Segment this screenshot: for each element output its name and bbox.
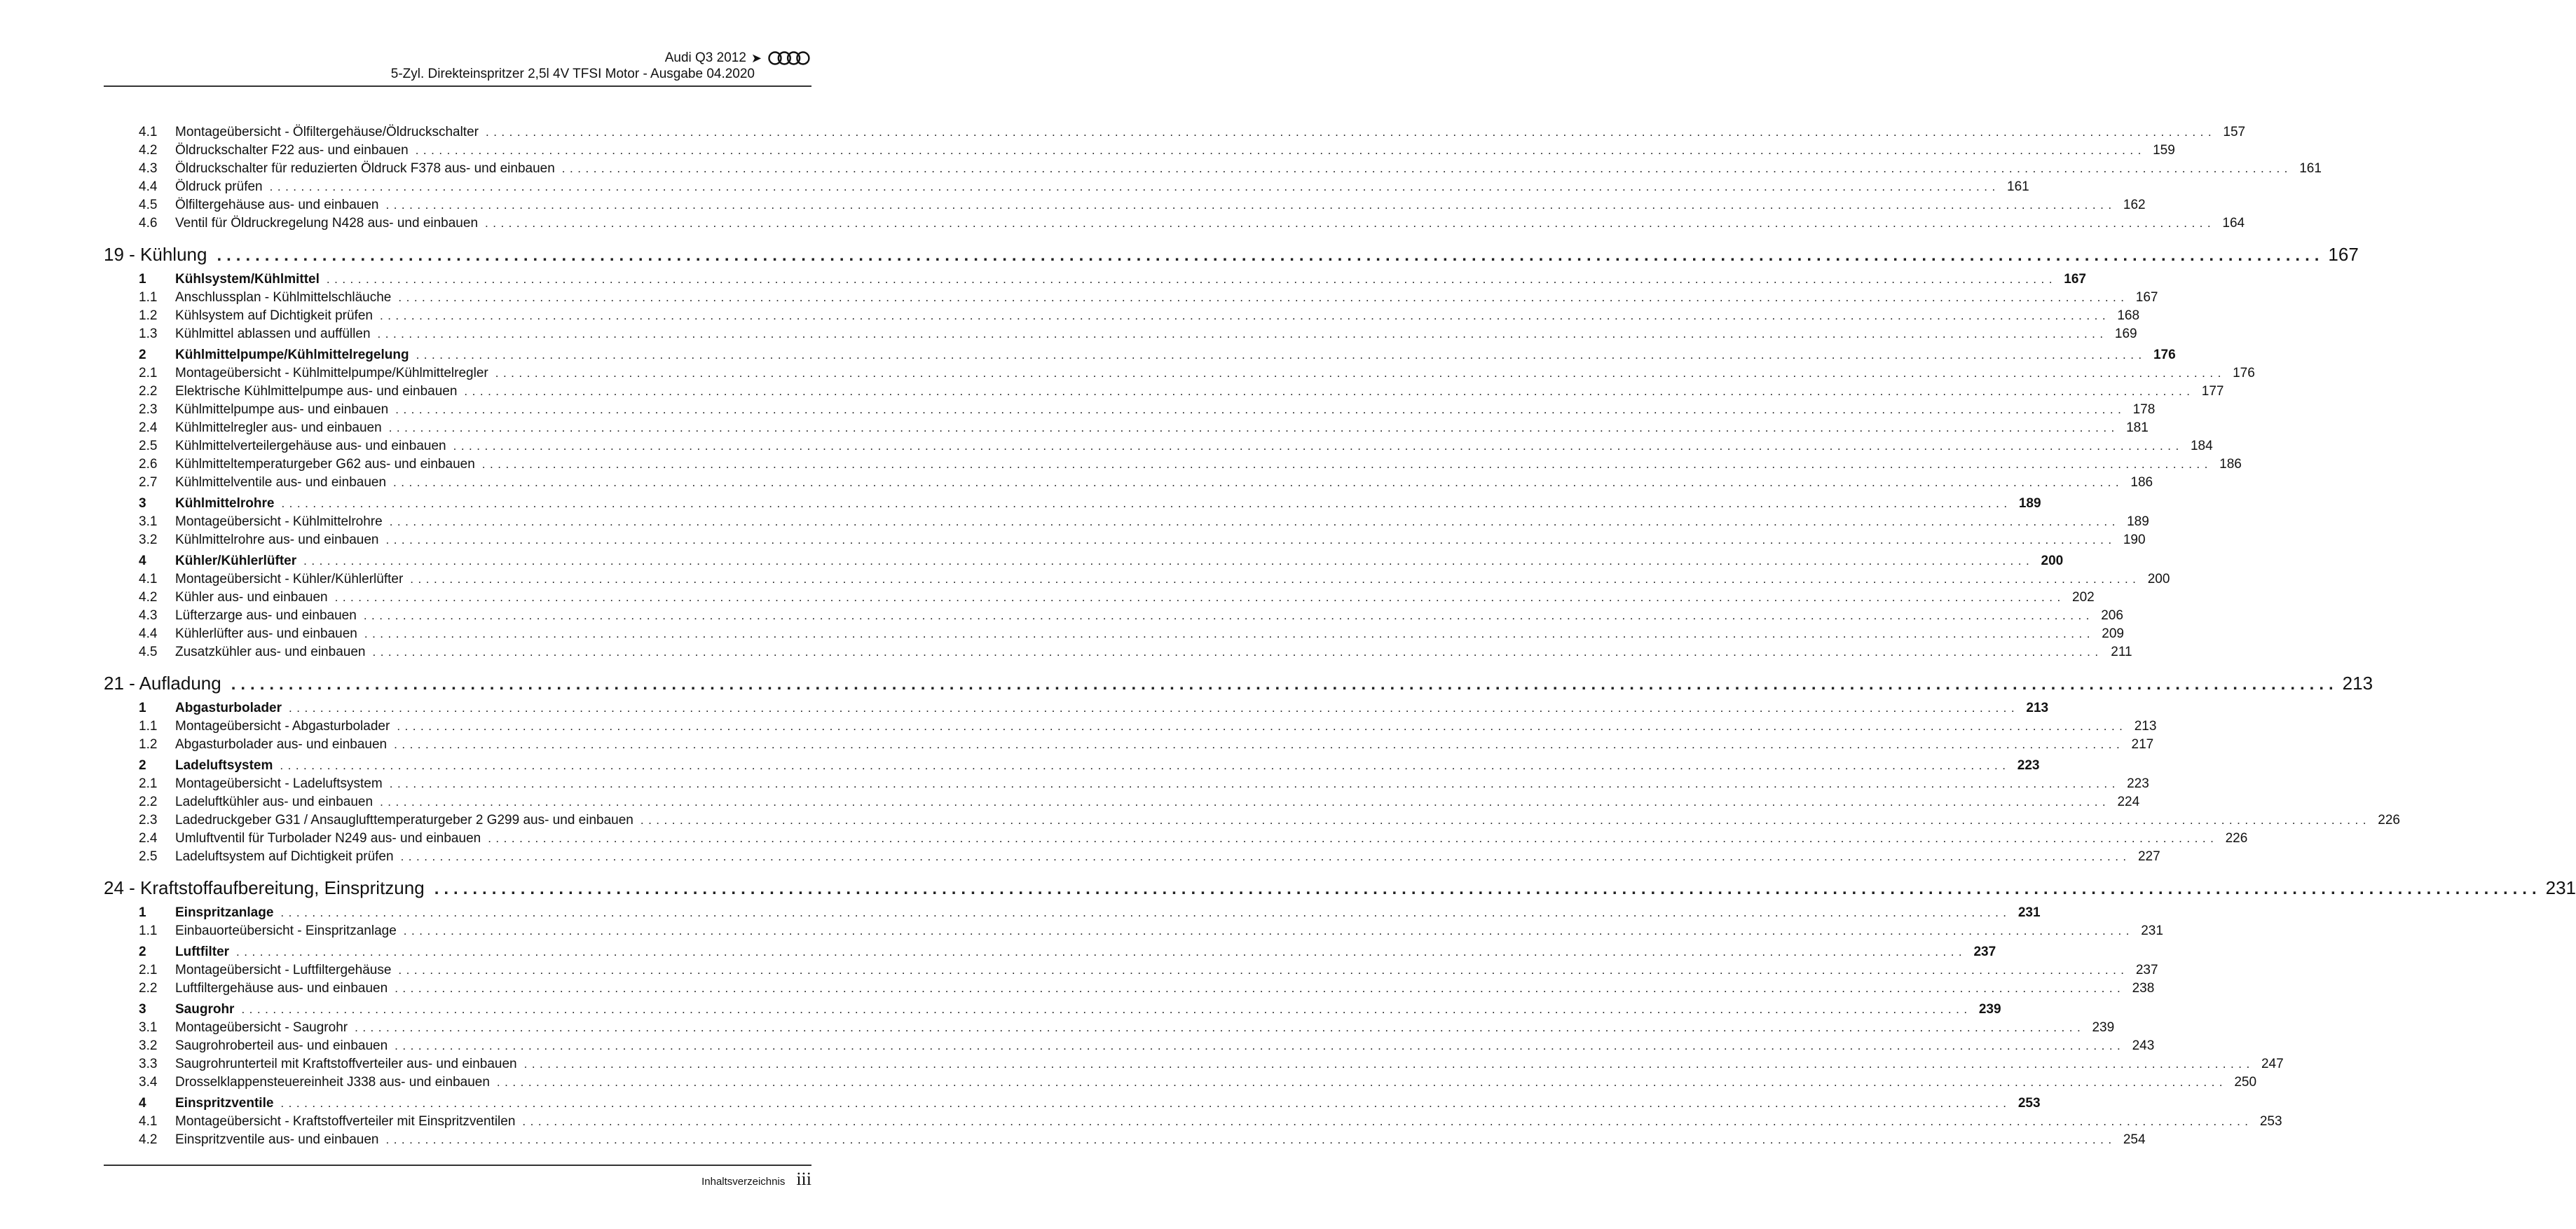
toc-entry-title: Montageübersicht - Kraftstoffverteiler mit Einspritzventilen [175, 1114, 516, 1129]
toc-entry-title: Kühler aus- und einbauen [175, 590, 328, 605]
dot-leader: ............................................................................................................................................................................................................................ [485, 217, 2216, 230]
dot-leader: ............................................................................................................................................................................................................................ [395, 982, 2125, 995]
toc-page-number: 237 [2135, 963, 2158, 977]
toc-item-row[interactable] [104, 160, 2322, 178]
toc-entry-number: 2.3 [139, 402, 158, 417]
toc-entry-number: 4.3 [139, 608, 158, 623]
toc-entry-number: 2 [139, 348, 146, 362]
toc-page-number: 224 [2117, 795, 2140, 809]
dot-leader: ............................................................................................................................................................................................................................ [398, 291, 2129, 304]
toc-entry-number: 4.5 [139, 645, 158, 659]
toc-entry-title: Kühlmittelrohre aus- und einbauen [175, 533, 379, 547]
audi-rings-icon [767, 50, 811, 66]
toc-item-row[interactable] [104, 1055, 2284, 1073]
toc-chapter-row[interactable] [104, 671, 2373, 696]
toc-entry-title: Anschlussplan - Kühlmittelschläuche [175, 290, 392, 305]
toc-entry-title: Ladedruckgeber G31 / Ansauglufttemperaturgeber 2 G299 aus- und einbauen [175, 813, 633, 828]
toc-item-row[interactable] [104, 455, 2242, 474]
dot-leader: ............................................................................................................................................................................................................................ [364, 627, 2095, 640]
toc-entry-title: Einspritzventile aus- und einbauen [175, 1132, 379, 1147]
dot-leader: ............................................................................................................................................................................................................................ [395, 1039, 2125, 1052]
toc-entry-number: 3.1 [139, 1020, 158, 1035]
toc-entry-number: 2.5 [139, 849, 158, 864]
toc-page-number: 213 [2026, 701, 2049, 715]
toc-item-row[interactable] [104, 625, 2124, 643]
toc-page-number: 176 [2233, 366, 2255, 380]
dot-leader: ............................................................................................................................................................................................................................ [385, 533, 2116, 547]
toc-page-number: 238 [2132, 981, 2155, 996]
toc-section-row[interactable] [104, 1001, 2001, 1019]
toc-entry-title: Umluftventil für Turbolader N249 aus- und einbauen [175, 831, 481, 846]
page-footer [701, 1169, 811, 1190]
toc-entry-title: Ladeluftsystem auf Dichtigkeit prüfen [175, 849, 394, 864]
page-number: iii [796, 1169, 811, 1189]
toc-item-row[interactable] [104, 980, 2155, 998]
toc-page-number: 161 [2007, 179, 2029, 194]
toc-item-row[interactable] [104, 643, 2132, 661]
toc-entry-title: Zusatzkühler aus- und einbauen [175, 645, 366, 659]
toc-page-number: 167 [2328, 244, 2359, 265]
toc-page-number: 206 [2101, 608, 2123, 623]
toc-page-number: 178 [2132, 402, 2156, 417]
dot-leader: ............................................................................................................................................................................................................................ [389, 777, 2120, 790]
toc-entry-title: Ladeluftkühler aus- und einbauen [175, 795, 374, 809]
dot-leader: ............................................................................................................................................................................................................................ [398, 963, 2129, 977]
dot-leader: ............................................................................................................................................................................................................................ [434, 879, 2542, 898]
toc-entry-title: Drosselklappensteuereinheit J338 aus- und einbauen [175, 1075, 490, 1090]
toc-page-number: 202 [2072, 590, 2095, 605]
toc-page-number: 209 [2102, 626, 2124, 641]
toc-page-number: 168 [2117, 308, 2140, 323]
toc-page-number: 231 [2545, 877, 2576, 898]
toc-section-row[interactable] [104, 943, 1996, 961]
dot-leader: ............................................................................................................................................................................................................................ [395, 403, 2126, 416]
toc-item-row[interactable] [104, 1019, 2115, 1037]
dot-leader: ............................................................................................................................................................................................................................ [410, 572, 2141, 586]
toc-section-row[interactable] [104, 904, 2041, 922]
toc-entry-number: 3.2 [139, 533, 158, 547]
toc-entry-number: 1.2 [139, 308, 158, 323]
toc-entry-number: 2.7 [139, 475, 158, 490]
dot-leader: ............................................................................................................................................................................................................................ [231, 675, 2338, 694]
toc-page-number: 213 [2342, 673, 2373, 694]
toc-item-row[interactable] [104, 123, 2246, 142]
toc-entry-number: 3.1 [139, 514, 158, 529]
toc-entry-number: 2.1 [139, 776, 158, 791]
toc-entry-number: 1 [139, 272, 146, 287]
toc-item-row[interactable] [104, 961, 2158, 980]
toc-item-row[interactable] [104, 718, 2157, 736]
toc-item-row[interactable] [104, 811, 2400, 830]
toc-section-row[interactable] [104, 699, 2049, 718]
dot-leader: ............................................................................................................................................................................................................................ [217, 246, 2324, 265]
toc-entry-title: Kühlmittelpumpe aus- und einbauen [175, 402, 389, 417]
toc-entry-title: Montageübersicht - Abgasturbolader [175, 719, 390, 734]
toc-page-number: 161 [2299, 161, 2322, 176]
toc-section-row[interactable] [104, 346, 2176, 364]
toc-chapter-row[interactable] [104, 242, 2359, 268]
toc-entry-title: Kühlsystem auf Dichtigkeit prüfen [175, 308, 373, 323]
toc-entry-number: 4.4 [139, 179, 158, 194]
toc-item-row[interactable] [104, 570, 2170, 589]
toc-item-row[interactable] [104, 848, 2160, 866]
toc-entry-number: 2.6 [139, 457, 158, 472]
toc-entry-title: Montageübersicht - Kühlmittelrohre [175, 514, 383, 529]
dot-leader: ............................................................................................................................................................................................................................ [495, 366, 2226, 380]
header-model-line [391, 50, 811, 66]
toc-page-number: 200 [2147, 572, 2170, 586]
toc-entry-number: 2.1 [139, 963, 158, 977]
toc-entry-title: Kühler/Kühlerlüfter [175, 554, 297, 568]
toc-entry-number: 1 [139, 701, 146, 715]
dot-leader: ............................................................................................................................................................................................................................ [416, 348, 2146, 362]
dot-leader: ............................................................................................................................................................................................................................ [485, 125, 2217, 139]
footer-label: Inhaltsverzeichnis [701, 1176, 786, 1188]
dot-leader: ............................................................................................................................................................................................................................ [464, 385, 2195, 398]
toc-entry-number: 4 [139, 1096, 146, 1111]
toc-entry-number: 1.2 [139, 737, 158, 752]
toc-page-number: 190 [2123, 533, 2146, 547]
toc-entry-number: 4.3 [139, 161, 158, 176]
toc-entry-number: 4.2 [139, 143, 158, 158]
toc-entry-number: 2.2 [139, 981, 158, 996]
toc-section-row[interactable] [104, 552, 2064, 570]
toc-entry-title: Montageübersicht - Kühler/Kühlerlüfter [175, 572, 404, 586]
toc-entry-number: 4.4 [139, 626, 158, 641]
toc-section-row[interactable] [104, 757, 2040, 775]
toc-entry-number: 4.1 [139, 1114, 158, 1129]
dot-leader: ............................................................................................................................................................................................................................ [394, 738, 2125, 751]
dot-leader: ............................................................................................................................................................................................................................ [481, 458, 2212, 471]
toc-item-row[interactable] [104, 1073, 2257, 1092]
toc-entry-number: 2 [139, 945, 146, 959]
toc-page-number: 243 [2132, 1038, 2155, 1053]
toc-entry-title: Einspritzventile [175, 1096, 274, 1111]
header-subtitle: 5-Zyl. Direkteinspritzer 2,5l 4V TFSI Motor - Ausgabe 04.2020 [390, 67, 755, 81]
dot-leader: ............................................................................................................................................................................................................................ [397, 720, 2128, 733]
dot-leader: ............................................................................................................................................................................................................................ [241, 1003, 1972, 1016]
toc-item-row[interactable] [104, 531, 2146, 549]
toc-item-row[interactable] [104, 830, 2248, 848]
toc-page-number: 231 [2141, 924, 2163, 938]
toc-entry-title: Ventil für Öldruckregelung N428 aus- und einbauen [175, 216, 479, 231]
toc-item-row[interactable] [104, 178, 2029, 196]
toc-item-row[interactable] [104, 142, 2175, 160]
toc-page-number: 223 [2017, 758, 2040, 773]
toc-entry-number: 2.5 [139, 439, 158, 453]
toc-entry-title: 19 - Kühlung [104, 244, 207, 265]
dot-leader: ............................................................................................................................................................................................................................ [496, 1076, 2228, 1089]
toc-item-row[interactable] [104, 793, 2140, 811]
toc-item-row[interactable] [104, 437, 2213, 455]
dot-leader: ............................................................................................................................................................................................................................ [380, 795, 2111, 809]
toc-page-number: 237 [1973, 945, 1996, 959]
toc-page-number: 162 [2123, 198, 2146, 212]
toc-page-number: 231 [2017, 905, 2041, 920]
dot-leader: ............................................................................................................................................................................................................................ [488, 832, 2219, 845]
toc-item-row[interactable] [104, 607, 2123, 625]
toc-entry-title: Saugrohr [175, 1002, 235, 1017]
toc-entry-title: Kühlmittelregler aus- und einbauen [175, 420, 382, 435]
toc-entry-title: Lüfterzarge aus- und einbauen [175, 608, 357, 623]
toc-entry-title: Montageübersicht - Luftfiltergehäuse [175, 963, 392, 977]
toc-entry-number: 1 [139, 905, 146, 920]
toc-entry-number: 2.2 [139, 795, 158, 809]
toc-section-row[interactable] [104, 270, 2086, 289]
toc-entry-title: Montageübersicht - Kühlmittelpumpe/Kühlmittelregler [175, 366, 488, 380]
dot-leader: ............................................................................................................................................................................................................................ [640, 813, 2371, 827]
dot-leader: ............................................................................................................................................................................................................................ [393, 476, 2124, 489]
toc-entry-title: Kühlmittelverteilergehäuse aus- und einbauen [175, 439, 446, 453]
toc-entry-title: Öldruckschalter F22 aus- und einbauen [175, 143, 409, 158]
toc-item-row[interactable] [104, 383, 2224, 401]
dot-leader: ............................................................................................................................................................................................................................ [303, 554, 2034, 568]
toc-page-number: 226 [2378, 813, 2400, 828]
toc-entry-title: Abgasturbolader aus- und einbauen [175, 737, 388, 752]
dot-leader: ............................................................................................................................................................................................................................ [236, 945, 1967, 959]
toc-entry-number: 3.2 [139, 1038, 158, 1053]
dot-leader: ............................................................................................................................................................................................................................ [280, 906, 2011, 919]
toc-item-row[interactable] [104, 364, 2255, 383]
dot-leader: ............................................................................................................................................................................................................................ [269, 180, 2000, 193]
toc-page-number: 223 [2127, 776, 2149, 791]
toc-item-row[interactable] [104, 401, 2156, 419]
toc-page-number: 239 [1978, 1002, 2001, 1017]
toc-page-number: 253 [2017, 1096, 2041, 1111]
toc-entry-title: Abgasturbolader [175, 701, 282, 715]
toc-page-number: 181 [2126, 420, 2149, 435]
toc-page-number: 184 [2190, 439, 2213, 453]
toc-entry-title: Ladeluftsystem [175, 758, 273, 773]
table-of-contents [104, 123, 2576, 1149]
toc-entry-number: 2.4 [139, 831, 158, 846]
dot-leader: ............................................................................................................................................................................................................................ [561, 162, 2292, 175]
dot-leader: ............................................................................................................................................................................................................................ [289, 701, 2020, 715]
toc-entry-number: 3.4 [139, 1075, 158, 1090]
toc-section-row[interactable] [104, 495, 2041, 513]
toc-item-row[interactable] [104, 1037, 2155, 1055]
toc-page-number: 253 [2259, 1114, 2282, 1129]
toc-page-number: 177 [2201, 384, 2224, 399]
toc-page-number: 226 [2225, 831, 2248, 846]
toc-entry-number: 1.1 [139, 290, 158, 305]
toc-page-number: 169 [2114, 327, 2137, 341]
toc-item-row[interactable] [104, 419, 2149, 437]
header-divider [104, 85, 811, 87]
dot-leader: ............................................................................................................................................................................................................................ [326, 273, 2057, 286]
toc-page-number: 200 [2041, 554, 2064, 568]
dot-leader: ............................................................................................................................................................................................................................ [334, 591, 2065, 604]
toc-entry-title: Öldruckschalter für reduzierten Öldruck F378 aus- und einbauen [175, 161, 555, 176]
dot-leader: ............................................................................................................................................................................................................................ [280, 759, 2010, 772]
toc-entry-title: Kühlsystem/Kühlmittel [175, 272, 320, 287]
dot-leader: ............................................................................................................................................................................................................................ [363, 609, 2094, 622]
toc-page-number: 227 [2137, 849, 2160, 864]
toc-item-row[interactable] [104, 325, 2137, 343]
page-header [391, 50, 811, 83]
dot-leader: ............................................................................................................................................................................................................................ [453, 439, 2184, 453]
toc-entry-number: 4.1 [139, 125, 158, 139]
toc-entry-title: Saugrohroberteil aus- und einbauen [175, 1038, 388, 1053]
toc-entry-title: Kühlmittelventile aus- und einbauen [175, 475, 387, 490]
dot-leader: ............................................................................................................................................................................................................................ [372, 645, 2103, 659]
toc-page-number: 157 [2223, 125, 2246, 139]
dot-leader: ............................................................................................................................................................................................................................ [389, 515, 2120, 528]
toc-page-number: 254 [2123, 1132, 2146, 1147]
toc-entry-title: Luftfilter [175, 945, 230, 959]
toc-item-row[interactable] [104, 474, 2153, 492]
toc-entry-title: Ölfiltergehäuse aus- und einbauen [175, 198, 379, 212]
toc-item-row[interactable] [104, 589, 2095, 607]
toc-entry-number: 4.2 [139, 1132, 158, 1147]
toc-page-number: 189 [2018, 496, 2041, 511]
toc-entry-title: Kühlmittelrohre [175, 496, 275, 511]
toc-page-number: 164 [2222, 216, 2245, 231]
toc-page-number: 186 [2219, 457, 2242, 472]
toc-entry-title: Saugrohrunterteil mit Kraftstoffverteiler aus- und einbauen [175, 1057, 517, 1071]
dot-leader: ............................................................................................................................................................................................................................ [400, 850, 2131, 863]
toc-entry-title: Montageübersicht - Saugrohr [175, 1020, 348, 1035]
toc-item-row[interactable] [104, 196, 2146, 214]
arrow-icon: ➤ [751, 51, 762, 65]
toc-page-number: 217 [2131, 737, 2154, 752]
toc-entry-title: 24 - Kraftstoffaufbereitung, Einspritzung [104, 877, 425, 898]
toc-entry-title: Elektrische Kühlmittelpumpe aus- und einbauen [175, 384, 458, 399]
toc-entry-number: 1.1 [139, 924, 158, 938]
toc-page-number: 247 [2261, 1057, 2284, 1071]
toc-page-number: 239 [2092, 1020, 2115, 1035]
toc-page-number: 159 [2153, 143, 2175, 158]
dot-leader: ............................................................................................................................................................................................................................ [523, 1057, 2254, 1071]
toc-entry-number: 3 [139, 1002, 146, 1017]
toc-entry-title: Einspritzanlage [175, 905, 274, 920]
toc-item-row[interactable] [104, 922, 2163, 940]
toc-page-number: 176 [2153, 348, 2176, 362]
dot-leader: ............................................................................................................................................................................................................................ [403, 924, 2134, 938]
toc-item-row[interactable] [104, 1131, 2146, 1149]
toc-item-row[interactable] [104, 1113, 2282, 1131]
toc-entry-title: Luftfiltergehäuse aus- und einbauen [175, 981, 388, 996]
dot-leader: ............................................................................................................................................................................................................................ [377, 327, 2108, 341]
header-model: Audi Q3 2012 [664, 50, 746, 65]
toc-entry-title: Montageübersicht - Ölfiltergehäuse/Öldruckschalter [175, 125, 479, 139]
dot-leader: ............................................................................................................................................................................................................................ [385, 198, 2116, 212]
toc-entry-number: 4.5 [139, 198, 158, 212]
dot-leader: ............................................................................................................................................................................................................................ [355, 1021, 2085, 1034]
toc-entry-title: Einbauorteübersicht - Einspritzanlage [175, 924, 397, 938]
toc-entry-number: 2.3 [139, 813, 158, 828]
toc-entry-title: Kühlmittelpumpe/Kühlmittelregelung [175, 348, 409, 362]
toc-entry-number: 2.2 [139, 384, 158, 399]
toc-item-row[interactable] [104, 775, 2149, 793]
toc-item-row[interactable] [104, 736, 2154, 754]
toc-item-row[interactable] [104, 289, 2158, 307]
toc-page-number: 167 [2064, 272, 2086, 287]
toc-page-number: 213 [2134, 719, 2157, 734]
toc-entry-title: Kühlerlüfter aus- und einbauen [175, 626, 357, 641]
toc-entry-title: Öldruck prüfen [175, 179, 263, 194]
toc-item-row[interactable] [104, 214, 2245, 233]
toc-entry-number: 1.3 [139, 327, 158, 341]
toc-page-number: 211 [2111, 645, 2132, 659]
toc-entry-number: 3 [139, 496, 146, 511]
toc-page-number: 167 [2135, 290, 2158, 305]
dot-leader: ............................................................................................................................................................................................................................ [522, 1115, 2253, 1128]
toc-entry-number: 4.1 [139, 572, 158, 586]
toc-section-row[interactable] [104, 1094, 2041, 1113]
dot-leader: ............................................................................................................................................................................................................................ [415, 144, 2146, 157]
toc-entry-number: 3.3 [139, 1057, 158, 1071]
toc-item-row[interactable] [104, 307, 2140, 325]
toc-entry-number: 1.1 [139, 719, 158, 734]
toc-item-row[interactable] [104, 513, 2149, 531]
toc-entry-title: Kühlmitteltemperaturgeber G62 aus- und einbauen [175, 457, 475, 472]
toc-entry-title: Kühlmittel ablassen und auffüllen [175, 327, 371, 341]
toc-chapter-row[interactable] [104, 876, 2576, 901]
toc-entry-title: Montageübersicht - Ladeluftsystem [175, 776, 383, 791]
toc-entry-number: 4.6 [139, 216, 158, 231]
toc-entry-title: 21 - Aufladung [104, 673, 221, 694]
toc-entry-number: 4 [139, 554, 146, 568]
toc-page-number: 186 [2130, 475, 2153, 490]
dot-leader: ............................................................................................................................................................................................................................ [385, 1133, 2116, 1146]
dot-leader: ............................................................................................................................................................................................................................ [280, 1097, 2011, 1110]
toc-entry-number: 2 [139, 758, 146, 773]
dot-leader: ............................................................................................................................................................................................................................ [388, 421, 2119, 434]
toc-page-number: 250 [2234, 1075, 2257, 1090]
toc-page-number: 189 [2127, 514, 2149, 529]
toc-entry-number: 2.1 [139, 366, 158, 380]
toc-entry-number: 2.4 [139, 420, 158, 435]
toc-entry-number: 4.2 [139, 590, 158, 605]
dot-leader: ............................................................................................................................................................................................................................ [379, 309, 2111, 322]
dot-leader: ............................................................................................................................................................................................................................ [281, 497, 2012, 510]
footer-divider [104, 1165, 811, 1166]
